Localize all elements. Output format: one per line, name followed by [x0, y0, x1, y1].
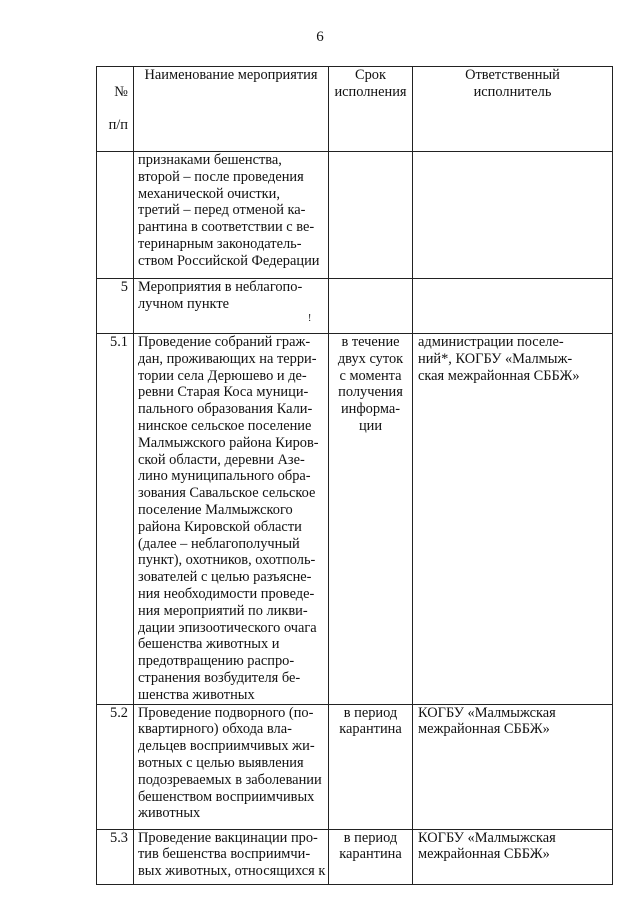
header-number: № п/п — [97, 67, 134, 152]
row-number: 5 — [97, 278, 134, 333]
table-header-row — [97, 67, 613, 152]
event-name-line: лино муниципального обра- — [138, 468, 311, 485]
event-name-line: бешенства животных и — [138, 636, 280, 653]
page-number: 6 — [316, 29, 324, 45]
event-name-line: тории села Дерюшево и де- — [138, 367, 307, 384]
responsible-line: ний*, КОГБУ «Малмыж- — [418, 350, 573, 367]
responsible-cell — [413, 704, 613, 829]
responsible-line: ская межрайонная СББЖ» — [418, 367, 580, 384]
responsible-cell — [413, 333, 613, 704]
event-name-cell — [134, 333, 329, 704]
table-row — [97, 333, 613, 704]
deadline-cell — [329, 704, 413, 829]
responsible-cell — [413, 151, 613, 278]
event-name-line: нинское сельское поселение — [138, 417, 312, 434]
deadline-line: с момента — [339, 367, 402, 384]
responsible-line: межрайонная СББЖ» — [418, 721, 550, 738]
event-name-line: ния необходимости проведе- — [138, 585, 315, 602]
deadline-cell — [329, 829, 413, 884]
event-name-line: пального образования Кали- — [138, 401, 313, 418]
table-body — [97, 151, 613, 884]
header-event-name: Наименование мероприятия — [134, 67, 329, 152]
header-deadline: Срок исполнения — [329, 67, 413, 152]
deadline-line: ции — [358, 417, 383, 434]
deadline-line: карантина — [339, 846, 402, 863]
event-name-cell — [134, 278, 329, 333]
stray-mark: ! — [308, 312, 312, 324]
event-name-line: дации эпизоотического очага — [138, 619, 317, 636]
event-name-line: второй – после проведения — [138, 168, 304, 185]
deadline-line: получения — [338, 384, 403, 401]
event-name-line: зования Савальское сельское — [138, 485, 316, 502]
event-name-line: дельцев восприимчивых жи- — [138, 738, 315, 755]
event-name-line: третий – перед отменой ка- — [138, 202, 306, 219]
event-name-line: зователей с целью разъясне- — [138, 569, 312, 586]
table-row — [97, 278, 613, 333]
event-name-line: вотных с целью выявления — [138, 754, 304, 771]
responsible-cell — [413, 829, 613, 884]
responsible-cell — [413, 278, 613, 333]
event-name-line: Малмыжского района Киров- — [138, 434, 319, 451]
event-name-cell — [134, 151, 329, 278]
deadline-cell — [329, 278, 413, 333]
event-name-line: района Кировской области — [138, 518, 302, 535]
deadline-cell — [329, 333, 413, 704]
responsible-line: КОГБУ «Малмыжская — [418, 829, 556, 846]
table-row — [97, 151, 613, 278]
event-name-line: ской области, деревни Азе- — [138, 451, 305, 468]
table-row — [97, 829, 613, 884]
event-name-line: подозреваемых в заболевании — [138, 771, 322, 788]
event-name-line: признаками бешенства, — [138, 151, 282, 168]
header-responsible: Ответственный исполнитель — [413, 67, 613, 152]
event-name-line: квартирного) обхода вла- — [138, 721, 292, 738]
event-name-line: ревни Старая Коса муници- — [138, 384, 309, 401]
deadline-line: карантина — [339, 721, 402, 738]
deadline-line: в течение — [341, 333, 400, 350]
deadline-line: в период — [343, 704, 398, 721]
event-name-line: дан, проживающих на терри- — [138, 350, 317, 367]
row-number: 5.1 — [97, 333, 134, 704]
deadline-line: информа- — [340, 401, 401, 418]
event-name-line: рантина в соответствии с ве- — [138, 219, 315, 236]
event-name-line: бешенством восприимчивых — [138, 788, 315, 805]
event-name-line: ния мероприятий по ликви- — [138, 602, 308, 619]
event-name-line: Проведение собраний граж- — [138, 333, 311, 350]
event-name-line: странения возбудителя бе- — [138, 669, 301, 686]
event-name-line: животных — [138, 805, 201, 822]
event-name-line: пункт), охотников, охотполь- — [138, 552, 316, 569]
row-number: 5.3 — [97, 829, 134, 884]
event-name-line: ством Российской Федерации — [138, 252, 320, 269]
event-name-line: поселение Малмыжского — [138, 501, 293, 518]
event-name-line: теринарным законодатель- — [138, 235, 302, 252]
event-name-line: тив бешенства восприимчи- — [138, 846, 311, 863]
deadline-line: двух суток — [337, 350, 404, 367]
responsible-line: межрайонная СББЖ» — [418, 846, 550, 863]
event-name-line: предотвращению распро- — [138, 653, 295, 670]
event-name-line: Мероприятия в неблагопо- — [138, 278, 303, 295]
table-row — [97, 704, 613, 829]
event-name-line: шенства животных — [138, 686, 255, 703]
event-name-line: (далее – неблагополучный — [138, 535, 300, 552]
deadline-line: в период — [343, 829, 398, 846]
row-number: 5.2 — [97, 704, 134, 829]
responsible-line: КОГБУ «Малмыжская — [418, 704, 556, 721]
event-name-line: вых животных, относящихся к — [138, 863, 326, 880]
responsible-line: администрации поселе- — [418, 333, 564, 350]
event-name-line: Проведение подворного (по- — [138, 704, 314, 721]
event-name-line: Проведение вакцинации про- — [138, 829, 318, 846]
deadline-cell — [329, 151, 413, 278]
event-name-line: механической очистки, — [138, 185, 280, 202]
row-number — [97, 151, 134, 278]
event-name-cell — [134, 829, 329, 884]
event-name-cell — [134, 704, 329, 829]
events-table — [96, 66, 613, 885]
event-name-line: лучном пункте — [138, 295, 230, 312]
